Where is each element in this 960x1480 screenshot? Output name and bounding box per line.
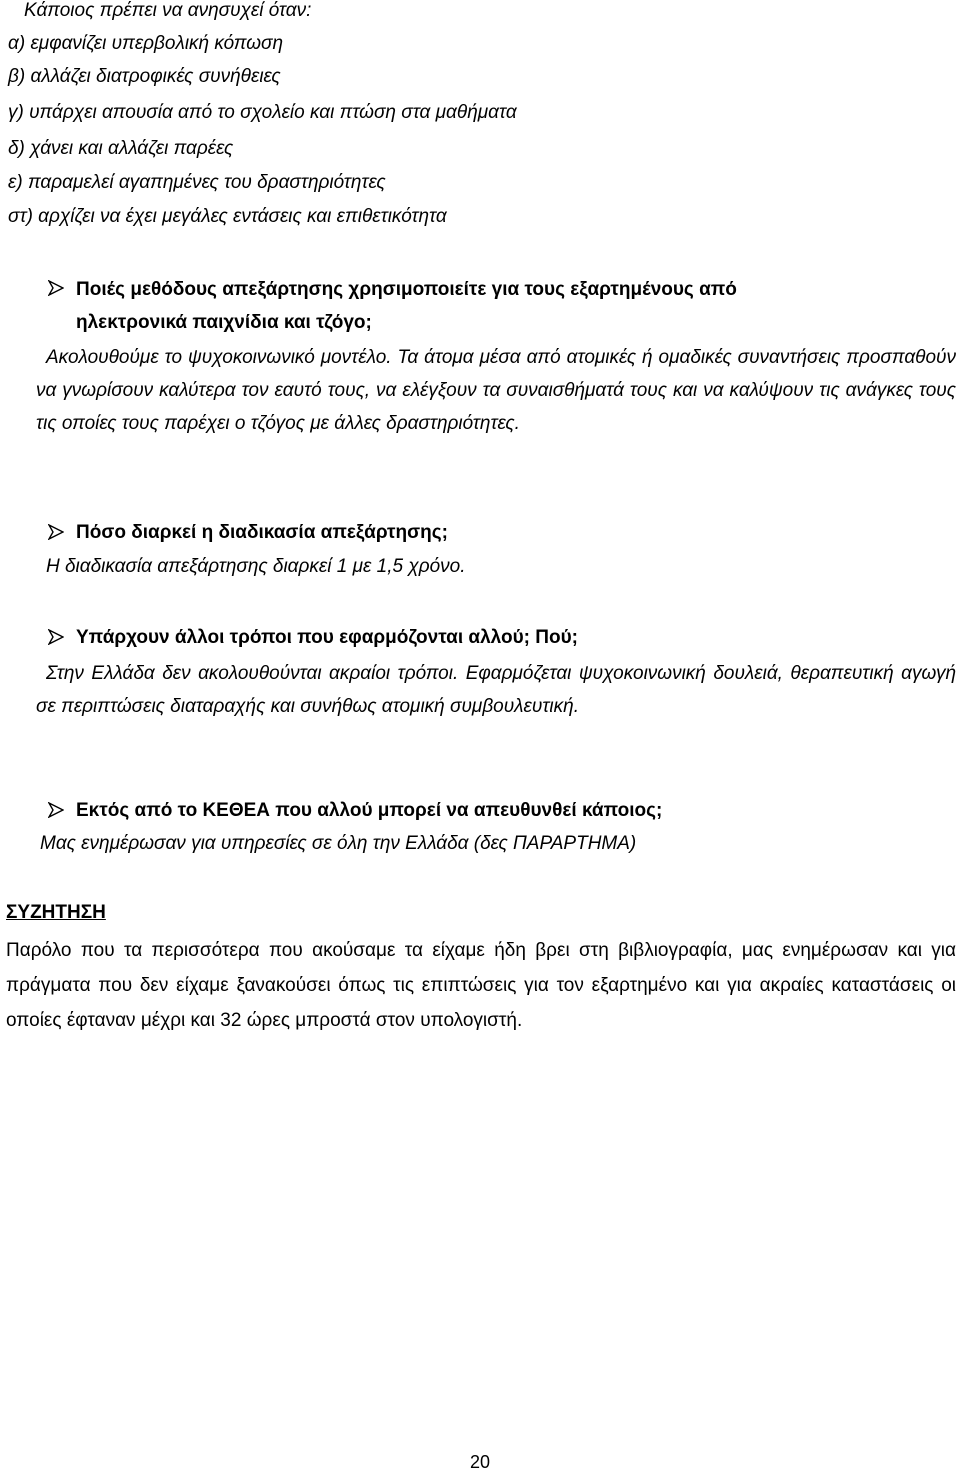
intro-line: στ) αρχίζει να έχει μεγάλες εντάσεις και επιθετικότητα xyxy=(8,206,447,227)
answer-paragraph: Στην Ελλάδα δεν ακολουθούνται ακραίοι τρόποι. Εφαρμόζεται ψυχοκοινωνική δουλειά, θεραπευτική αγωγή σε περιπτώσεις διαταραχής και συνήθως ατομική συμβουλευτική. xyxy=(36,663,956,717)
arrow-bullet-icon xyxy=(48,524,64,540)
arrow-bullet-icon xyxy=(48,280,64,296)
question-text: Πόσο διαρκεί η διαδικασία απεξάρτησης; xyxy=(76,522,448,543)
arrow-bullet-icon xyxy=(48,802,64,818)
page-number: 20 xyxy=(469,1452,491,1472)
question-text: Ποιές μεθόδους απεξάρτησης χρησιμοποιείτε για τους εξαρτημένους από xyxy=(76,279,737,300)
intro-line: Κάποιος πρέπει να ανησυχεί όταν: xyxy=(24,0,312,21)
answer-paragraph: Ακολουθούμε το ψυχοκοινωνικό μοντέλο. Τα άτομα μέσα από ατομικές ή ομαδικές συναντήσεις προσπαθούν να γνωρίσουν καλύτερα τον εαυτό τους, να ελέγξουν τα συναισθήματά τους και να καλύψουν τις ανάγκες τους τις οποίες τους παρέχει ο τζόγος με άλλες δραστηριότητες. xyxy=(36,347,956,434)
discussion-paragraph: Παρόλο που τα περισσότερα που ακούσαμε τα είχαμε ήδη βρει στη βιβλιογραφία, μας ενημέρωσαν και για πράγματα που δεν είχαμε ξανακούσει όπως τις επιπτώσεις για τον εξαρτημένο και για ακραίες καταστάσεις οι οποίες έφταναν μέχρι και 32 ώρες μπροστά στον υπολογιστή. xyxy=(6,940,956,1031)
intro-line: α) εμφανίζει υπερβολική κόπωση xyxy=(8,33,284,54)
question-text: Εκτός από το ΚΕΘΕΑ που αλλού μπορεί να απευθυνθεί κάποιος; xyxy=(76,800,663,821)
section-heading: ΣΥΖΗΤΗΣΗ xyxy=(6,902,106,923)
question-text: ηλεκτρονικά παιχνίδια και τζόγο; xyxy=(76,312,372,333)
intro-line: ε) παραμελεί αγαπημένες του δραστηριότητες xyxy=(8,172,386,193)
intro-line: β) αλλάζει διατροφικές συνήθειες xyxy=(8,66,281,87)
answer-text: Η διαδικασία απεξάρτησης διαρκεί 1 με 1,5 χρόνο. xyxy=(46,556,466,577)
intro-line: γ) υπάρχει απουσία από το σχολείο και πτώση στα μαθήματα xyxy=(8,102,517,123)
arrow-bullet-icon xyxy=(48,629,64,645)
answer-text: Μας ενημέρωσαν για υπηρεσίες σε όλη την Ελλάδα (δες ΠΑΡΑΡΤΗΜΑ) xyxy=(40,833,637,854)
question-text: Υπάρχουν άλλοι τρόποι που εφαρμόζονται αλλού; Πού; xyxy=(76,627,578,648)
intro-line: δ) χάνει και αλλάζει παρέες xyxy=(8,138,234,159)
